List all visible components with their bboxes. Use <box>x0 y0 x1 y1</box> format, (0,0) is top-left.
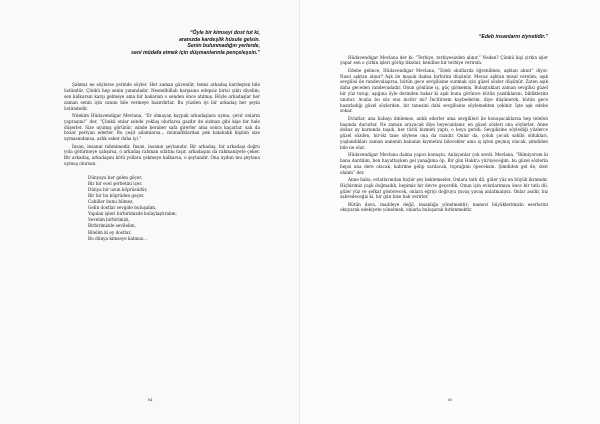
paragraph: Hüdavendigar Mevlana der ki: “Terbiye, terbiyesizden alınır.” Neden? Çünkü kişi çirkin işler yapar sen o çirkin işleri görüp tiksinir, kendine bir terbiye verirsin. <box>340 54 548 66</box>
left-body-text <box>64 82 260 166</box>
page-number: 65 <box>447 398 453 402</box>
poem-line: Birbirimizde sevilelim, <box>88 223 136 229</box>
paragraph: Anne baba, evlatlarından hiçbir şey beklemezler. Onlara tatlı dil, güler yüz en büyük ikramdır. Hiçbirimiz yaşlı doğmadık, hepimiz bir devre geçerdik. Onun için evlatlarımıza önce bir tatlı dil, güler yüz ve şefkat gösterecek, onlara eğriyi doğruyu yavaş yavaş anlatmalıyız. Onlar asidir, biz sabredeceğiz ki, bir gün bize hak verirler. <box>340 176 548 200</box>
left-epigraph <box>64 30 260 56</box>
paragraph: Bütün dava, maddeye değil, insanlığa yönelmektir; manevi büyüklerimizin eserlerini okuyarak edebiyete yönelmek, onlarla buluşarak birlenmektir. <box>340 201 548 213</box>
right-epigraph <box>340 34 548 41</box>
paragraph: Edebe gelince, Hüdavendigar Mevlana, “Edeb okullarda öğrenilmez, aşktan alınır” diyor. Nasıl aşktan alınır? Aşk ile maşuk daima birbirini düşünür. Mecaz aşktan misal verelim; aşık sevgilisi ile randevulaşırsa, bütün gece sevgilisine sunmak için güzel sözler düşünür. Zaten aşık daha geceden randevudadır. Onun gönlüne iş, güç girmemiş. Buluştukları zaman sevgilisi güzel bir yüz tutup, aşığına öyle derinden bakar ki aşık bunu görünce bütün yazdıklarını, bildiklerini unutur. Acaba bu söz onu incitir mi? İncitirsem kaybederim, diye düşünerek, bütün gece hazırladığı güzel sözlerden, bir tanesini dahi sevgilisine söylemekten çekinir. İşte aşk edebe sokar. <box>340 67 548 114</box>
poem-line: Bu dünya kimseye kalmaz... <box>88 235 148 241</box>
page-number: 64 <box>147 398 153 402</box>
poem-line: Sevelim birbirimizi, <box>88 217 130 223</box>
epigraph-line: “Edeb insanların ziynetidir.” <box>478 34 548 40</box>
right-page <box>300 0 600 424</box>
poem-line: Dünyaya her gelen göçer, <box>88 174 143 180</box>
right-body-text <box>340 55 548 214</box>
poem-line: Cahiller bunu bilmez, <box>88 199 134 205</box>
epigraph-line: Senin bulunmadığın yerlerde, <box>187 43 260 50</box>
epigraph-line: aranızda kardeşlik hüsule gelsin. <box>178 36 260 43</box>
paragraph: Şahmız ne söylerse yerinde söyler. Her zaman güvenilir, temiz arkadaş kardeşten bile üstündür. Çünkü hep senin yanındadır. Nesnelbillah karşısına edepsiz birisi çıktı diyelim; sen kalkarsın karşı gelmeye ama bir bakarsın o senden önce atılmış. Böyle arkadaşlar her zaman senin için canını bile vermeye hazırdırlar. Bu yüzden iyi bir arkadaş her şeyin üstündedir. <box>64 82 260 111</box>
paragraph: Hüdavendigar Mevlana daima yapıcı konuştu. Anlayanlar çok sevdi. Mevlana, “Bilmiyorum ki bana dardılım, ben hayattayken gel yanağıma öp. Bir gün Hakk'a yürüyeceğim, bu güzel sözlerin hepsi ana dere olacak, kabrime gelip sarılacak, toprağımı öpeceksin. Şimdiden gel de, dost olalım” der. <box>340 152 548 175</box>
epigraph-line: seni müdafa etmek için düşmanlarınla pençeleşsin.” <box>131 49 260 56</box>
poem <box>88 175 260 242</box>
epigraph-line: “Öyle bir kimseyi dost tut ki, <box>189 30 260 36</box>
poem-line: Bilelim ki ey dostlar, <box>88 229 132 235</box>
paragraph: İnsan, insanın rahmimedir. İnsan, insanın şeytanıdır. Bir arkadaş, bir arkadaşı doğru yola götürmeye çalışırsa, o arkadaş rahman sıfatını taşır, arkadaşını da rahmaniyete çeker. Bir arkadaş, arkadaşını kötü yollara çekmeye kalkarsa, o şeytandır. Ona uydun mu şeytana uymuş olursun. <box>64 143 260 166</box>
paragraph: Evlatlar, ana babayı dinlemez, anlık ederler ama sevgilileri ile konuşacaklarsa hep telefon başında dururlar. Ne zaman arayacak diye beyecanlanır, en güzel sözleri ona söylerler. Anne dokuz ay karnında taşıdı, her türlü hizmeti yaptı, o boya geridi. Sevgilisine söylediği yüzlerce güzel sözden, bir-iki tane söylese ona da razıdır. Onlar da, çoluk çocuk sahibi oldukları, yaşlandıkları zaman annenin babanın kıymetini bilecekler ama iş işten geçmiş olacak, şimdiden bile ne olur. <box>340 115 548 150</box>
poem-line: Dünya bir uzun köprüsüdür, <box>88 186 148 192</box>
poem-line: Gelin dostlar sevgide buluşalım, <box>88 205 157 211</box>
poem-line: Bir bir ecel şerbetini içer. <box>88 180 143 186</box>
paragraph: Nitekim Hüdavendigar Mevlana, “Er olmayan kaypak arkadaşlara uyma, çevir onların yapraşını!” der, “Çünkü onlar ısinde yokluş olurlarsa gazdır de sizinan gibi kişe bir hale düşerler. Size uyumış görünür, ısinde beraber safa girerler ama sonra kaçarlar, salı da bozar periyan ederler. Bu çeşit adamlarsa... mümafıklardan pek kalabalık kişinin size uymasındansa, azlık asker daha iyi.” <box>64 112 260 142</box>
poem-line: Bir bir bu köprüden geçer. <box>88 193 145 198</box>
poem-line: Yapılan işleri birbirimizde kolaylaştıralım. <box>88 211 177 217</box>
